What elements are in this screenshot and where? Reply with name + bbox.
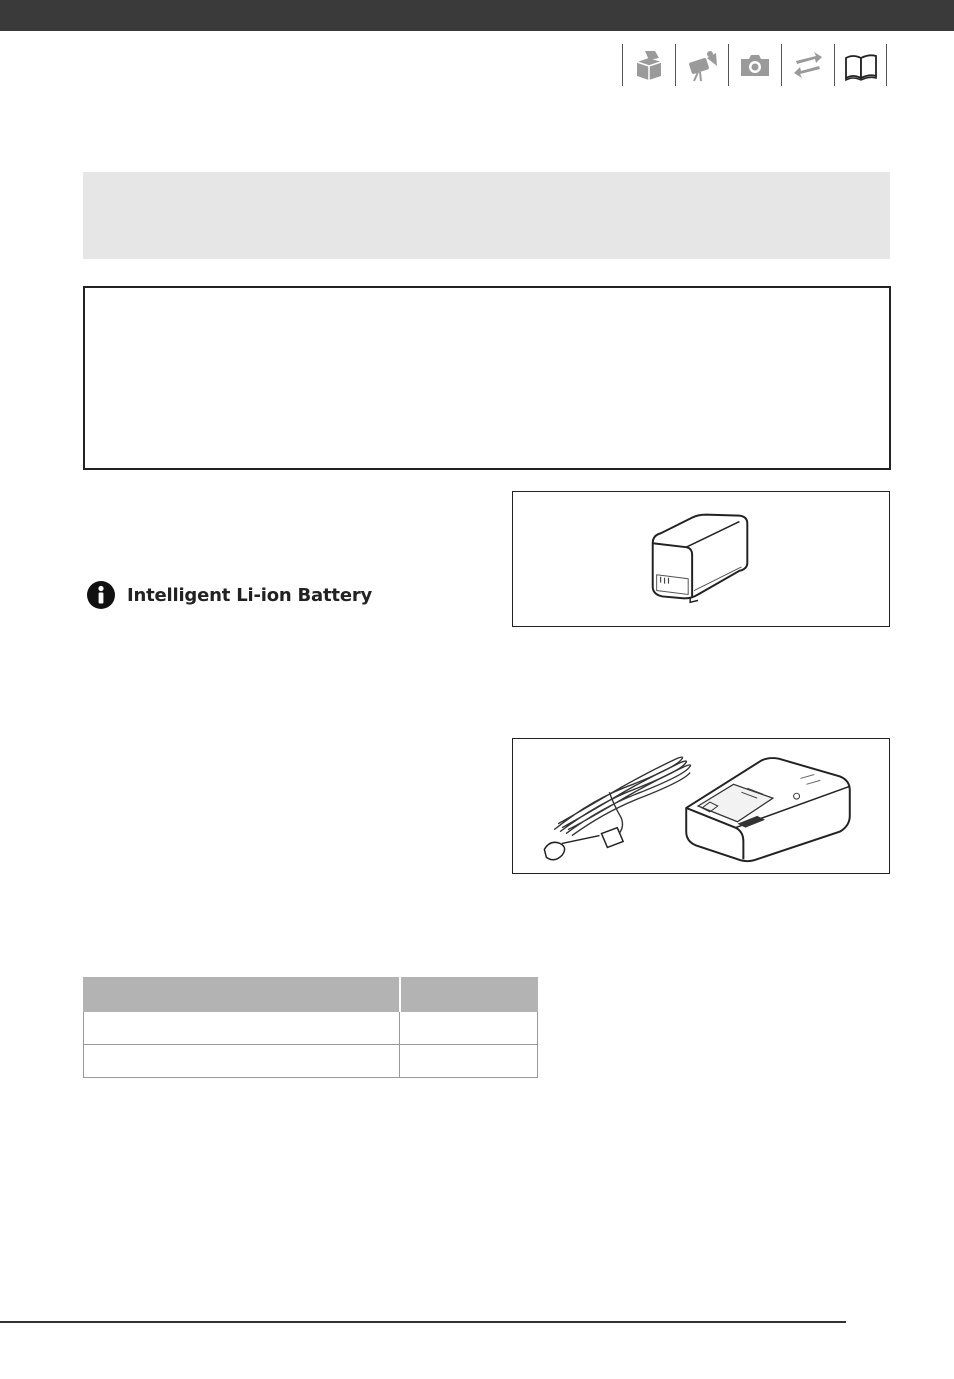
table-row bbox=[84, 1012, 538, 1045]
footer-rule bbox=[0, 1321, 846, 1323]
table-header-cell bbox=[400, 978, 538, 1012]
table-header-cell bbox=[84, 978, 400, 1012]
nav-reference[interactable] bbox=[834, 44, 887, 86]
charger-and-cord-image bbox=[513, 739, 889, 873]
top-header-bar bbox=[0, 0, 954, 31]
table-cell bbox=[400, 1012, 538, 1045]
table-header-row bbox=[84, 978, 538, 1012]
battery-figure bbox=[512, 491, 890, 627]
transfer-arrows-icon bbox=[790, 48, 826, 82]
info-icon bbox=[86, 580, 116, 610]
nav-video[interactable] bbox=[675, 44, 728, 86]
section-nav bbox=[622, 44, 887, 86]
section-heading-band bbox=[83, 172, 890, 259]
battery-pack-image bbox=[513, 492, 889, 626]
book-icon bbox=[843, 48, 879, 82]
still-camera-icon bbox=[737, 48, 773, 82]
nav-photo[interactable] bbox=[728, 44, 781, 86]
nav-intro[interactable] bbox=[622, 44, 675, 86]
spec-table bbox=[83, 977, 538, 1078]
video-camera-icon bbox=[684, 48, 720, 82]
table-cell bbox=[84, 1045, 400, 1078]
nav-transfer[interactable] bbox=[781, 44, 834, 86]
intro-icon bbox=[631, 48, 667, 82]
table-cell bbox=[400, 1045, 538, 1078]
notice-box bbox=[83, 286, 891, 470]
info-heading bbox=[86, 580, 372, 610]
charger-figure bbox=[512, 738, 890, 874]
table-row bbox=[84, 1045, 538, 1078]
table-cell bbox=[84, 1012, 400, 1045]
info-heading-text: Intelligent Li-ion Battery bbox=[127, 584, 373, 606]
